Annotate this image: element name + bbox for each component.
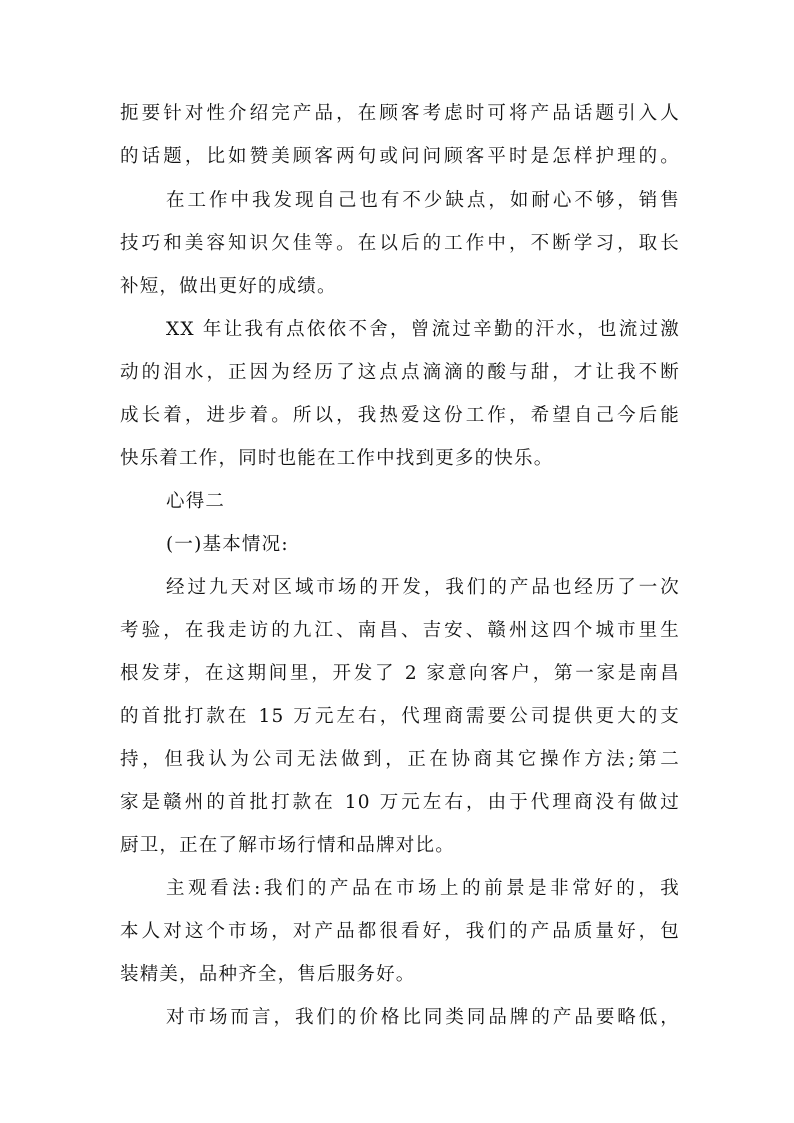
text-line: 考验，在我走访的九江、南昌、吉安、赣州这四个城市里生 xyxy=(120,620,680,641)
text-line: 的话题，比如赞美顾客两句或问问顾客平时是怎样护理的。 xyxy=(120,146,680,167)
text-line: 家是赣州的首批打款在 10 万元左右，由于代理商没有做过 xyxy=(120,792,680,813)
text-line: 成长着，进步着。所以，我热爱这份工作，希望自己今后能 xyxy=(120,405,680,426)
text-line: 补短，做出更好的成绩。 xyxy=(120,276,337,297)
text-line: 的首批打款在 15 万元左右，代理商需要公司提供更大的支 xyxy=(120,706,680,727)
text-line: 扼要针对性介绍完产品，在顾客考虑时可将产品话题引入人 xyxy=(120,103,680,124)
text-line: 装精美，品种齐全，售后服务好。 xyxy=(120,964,416,985)
subsection-heading: (一)基本情况: xyxy=(166,534,289,555)
section-heading: 心得二 xyxy=(166,491,226,512)
text-line: 本人对这个市场，对产品都很看好，我们的产品质量好，包 xyxy=(120,921,680,942)
text-line: XX 年让我有点依依不舍，曾流过辛勤的汗水，也流过激 xyxy=(166,319,680,340)
text-line: 对市场而言，我们的价格比同类同品牌的产品要略低， xyxy=(166,1007,680,1028)
text-line: 在工作中我发现自己也有不少缺点，如耐心不够，销售 xyxy=(166,190,680,211)
text-line: 主观看法:我们的产品在市场上的前景是非常好的，我 xyxy=(166,878,680,899)
text-line: 持，但我认为公司无法做到，正在协商其它操作方法;第二 xyxy=(120,749,680,770)
text-line: 技巧和美容知识欠佳等。在以后的工作中，不断学习，取长 xyxy=(120,233,680,254)
text-line: 厨卫，正在了解市场行情和品牌对比。 xyxy=(120,835,455,856)
text-line: 经过九天对区域市场的开发，我们的产品也经历了一次 xyxy=(166,577,680,598)
text-line: 快乐着工作，同时也能在工作中找到更多的快乐。 xyxy=(120,448,554,469)
text-line: 动的泪水，正因为经历了这点点滴滴的酸与甜，才让我不断 xyxy=(120,362,680,383)
text-line: 根发芽，在这期间里，开发了 2 家意向客户，第一家是南昌 xyxy=(120,663,680,684)
